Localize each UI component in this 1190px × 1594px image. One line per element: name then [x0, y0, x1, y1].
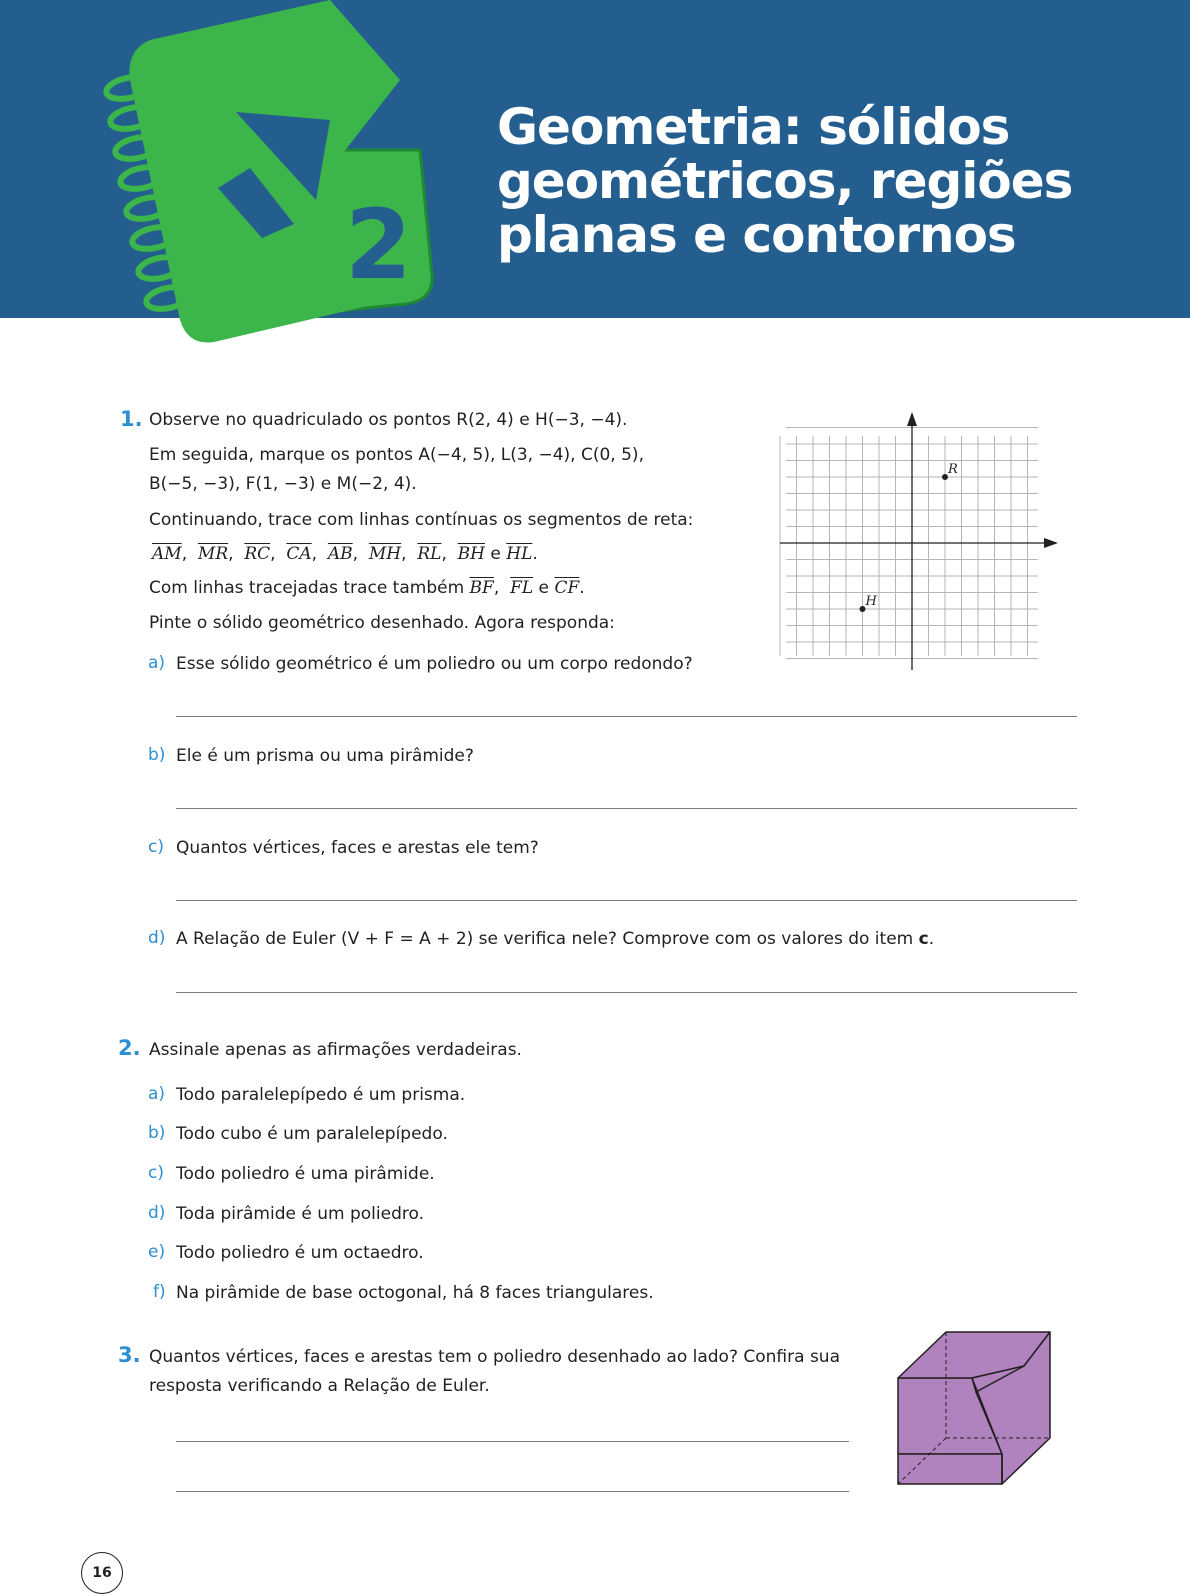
- segment-label: $\overline{AB}$: [327, 544, 353, 564]
- segment-label: $\overline{CA}$: [286, 544, 312, 564]
- q1-item-d-label: d): [148, 928, 166, 948]
- q2-item-a-text[interactable]: Todo paralelepípedo é um prisma.: [176, 1085, 466, 1105]
- q3-line-2: resposta verificando a Relação de Euler.: [149, 1376, 490, 1396]
- q2-item-c-text[interactable]: Todo poliedro é uma pirâmide.: [176, 1164, 435, 1184]
- grid-point-label: H: [865, 594, 877, 609]
- segment-label: $\overline{MH}$: [368, 544, 402, 564]
- q2-item-a-label: a): [148, 1084, 166, 1104]
- q1-line-6-text: Com linhas tracejadas trace também: [149, 578, 465, 598]
- q2-item-d-label: d): [148, 1203, 166, 1223]
- chapter-number: 2: [345, 189, 412, 301]
- q1-item-a-label: a): [148, 653, 166, 673]
- q1-item-c-label: c): [148, 837, 164, 857]
- q2-item-f-label: f): [153, 1282, 166, 1302]
- question-3-number: 3.: [118, 1343, 141, 1367]
- segment-label: $\overline{AM}$: [152, 544, 182, 564]
- q1-segment-list: $\overline{AM}$, $\overline{MR}$, $\overline{RC}$, $\overline{CA}$, $\overline{AB}$, $\overline{MH}$, $\overline{RL}$, $\overline{BH}$ e $\overline{HL}$.: [152, 544, 538, 564]
- answer-line[interactable]: [176, 1441, 849, 1442]
- answer-line[interactable]: [176, 900, 1077, 901]
- q1-item-a-text: Esse sólido geométrico é um poliedro ou um corpo redondo?: [176, 654, 693, 674]
- q1-line-1-text: Observe no quadriculado os pontos R(2, 4) e H(−3, −4).: [149, 410, 628, 430]
- q1-item-b-label: b): [148, 745, 166, 765]
- page-number: 16: [81, 1552, 123, 1594]
- segment-label: $\overline{MR}$: [197, 544, 229, 564]
- q2-item-f-text[interactable]: Na pirâmide de base octogonal, há 8 faces triangulares.: [176, 1283, 654, 1303]
- chapter-title-line: Geometria: sólidos: [497, 98, 1010, 156]
- q1-item-d-suffix: .: [928, 929, 935, 949]
- q1-line-2: Em seguida, marque os pontos A(−4, 5), L(3, −4), C(0, 5),: [149, 445, 644, 465]
- segment-label: $\overline{FL}$: [510, 578, 534, 598]
- q3-line-1: Quantos vértices, faces e arestas tem o poliedro desenhado ao lado? Confira sua: [149, 1347, 840, 1367]
- segment-label: $\overline{BH}$: [457, 544, 485, 564]
- q2-item-e-text[interactable]: Todo poliedro é um octaedro.: [176, 1243, 424, 1263]
- q2-item-c-label: c): [148, 1163, 164, 1183]
- segment-label: $\overline{RC}$: [244, 544, 271, 564]
- q1-line-1: [149, 410, 627, 430]
- question-1-number: 1.: [120, 407, 143, 431]
- q1-item-b-text: Ele é um prisma ou uma pirâmide?: [176, 746, 474, 766]
- answer-line[interactable]: [176, 992, 1077, 993]
- q2-item-b-label: b): [148, 1123, 166, 1143]
- coordinate-grid[interactable]: [778, 408, 1063, 673]
- q1-item-c-text: Quantos vértices, faces e arestas ele tem?: [176, 838, 539, 858]
- q2-item-d-text[interactable]: Toda pirâmide é um poliedro.: [176, 1204, 424, 1224]
- q1-item-d-text: [176, 929, 934, 949]
- q1-line-7: Pinte o sólido geométrico desenhado. Agora responda:: [149, 613, 615, 633]
- chapter-header: [0, 0, 1190, 318]
- grid-point-label: R: [948, 462, 958, 477]
- chapter-title-line: planas e contornos: [497, 206, 1016, 264]
- chapter-title: [497, 100, 1157, 262]
- answer-line[interactable]: [176, 716, 1077, 717]
- q1-line-3: B(−5, −3), F(1, −3) e M(−2, 4).: [149, 474, 417, 494]
- segment-label: $\overline{CF}$: [554, 578, 580, 598]
- q2-text: Assinale apenas as afirmações verdadeiras.: [149, 1040, 522, 1060]
- q1-line-4: Continuando, trace com linhas contínuas os segmentos de reta:: [149, 510, 694, 530]
- q1-line-6: Com linhas tracejadas trace também $\overline{BF}$, $\overline{FL}$ e $\overline{CF}$.: [149, 578, 585, 598]
- q2-item-b-text[interactable]: Todo cubo é um paralelepípedo.: [176, 1124, 448, 1144]
- truncated-cube-illustration: [892, 1326, 1062, 1486]
- segment-label: $\overline{HL}$: [506, 544, 533, 564]
- segment-label: $\overline{BF}$: [469, 578, 494, 598]
- x-axis-arrow-icon: [1044, 538, 1058, 548]
- answer-line[interactable]: [176, 1491, 849, 1492]
- q1-item-d-bold: c: [918, 929, 929, 949]
- question-2-number: 2.: [118, 1036, 141, 1060]
- q1-item-d-prefix: A Relação de Euler (V + F = A + 2) se verifica nele? Comprove com os valores do item: [176, 929, 914, 949]
- chapter-title-line: geométricos, regiões: [497, 152, 1073, 210]
- notebook-illustration: [0, 0, 470, 345]
- answer-line[interactable]: [176, 808, 1077, 809]
- q2-item-e-label: e): [148, 1242, 166, 1262]
- y-axis-arrow-icon: [907, 412, 917, 426]
- segment-label: $\overline{RL}$: [417, 544, 442, 564]
